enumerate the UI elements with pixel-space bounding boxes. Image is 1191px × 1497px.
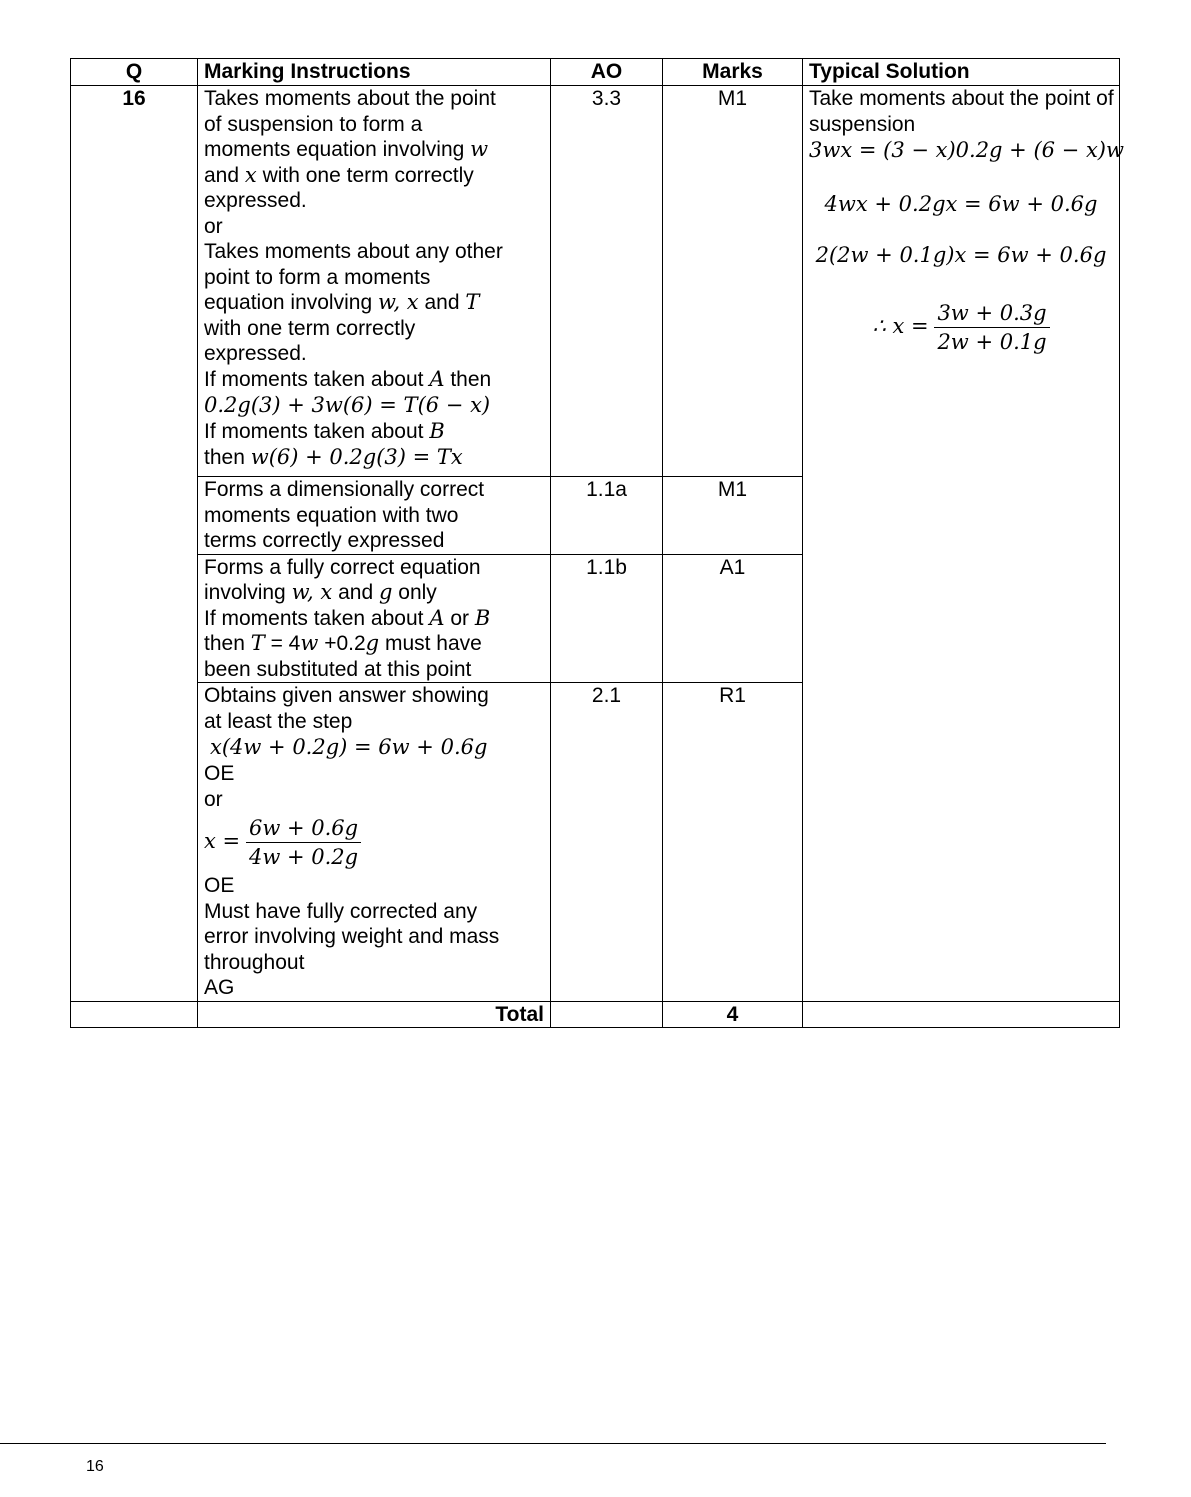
mark-scheme-table [70,58,1124,1028]
instruction-line: Takes moments about the point [204,87,496,110]
marks-cell-1: M1 [663,86,803,477]
question-number: 16 [71,86,198,1002]
marks-cell-3: A1 [663,554,803,683]
solution-equation-2: 4wx + 0.2gx = 6w + 0.6g [824,192,1098,216]
instruction-line: If moments taken about A or B [204,605,491,630]
instruction-line: expressed. [204,189,307,212]
instruction-line: expressed. [204,342,307,365]
header-typical-solution: Typical Solution [803,59,1120,86]
instruction-line: equation involving w, x and T [204,290,480,314]
instruction-line: moments equation involving w [204,137,489,161]
instruction-line: or [204,787,223,811]
header-q: Q [71,59,198,86]
solution-intro: suspension [809,112,916,136]
ao-cell-1: 3.3 [551,86,663,477]
ao-cell-4: 2.1 [551,683,663,1002]
total-label: Total [198,1001,551,1028]
ao-cell-2: 1.1a [551,477,663,555]
instruction-cell-2 [198,477,551,555]
instruction-line: If moments taken about A then [204,366,492,391]
instruction-line: throughout [204,950,305,974]
instruction-line: of suspension to form a [204,112,423,136]
instruction-line: moments equation with two [204,503,459,527]
total-row [71,1001,1120,1028]
equation-moments-about-b: w(6) + 0.2g(3) = Tx [250,444,463,469]
instruction-line: then T = 4w +0.2g must have [204,631,482,655]
instruction-line: OE [204,762,235,785]
instruction-line: Forms a dimensionally correct [204,478,485,501]
header-row [71,59,1120,86]
instruction-cell-4 [198,683,551,1002]
header-ao: AO [551,59,663,86]
equation-moments-about-a: 0.2g(3) + 3w(6) = T(6 − x) [204,393,491,417]
instruction-line: point to form a moments [204,265,431,289]
instruction-line: Takes moments about any other [204,240,503,263]
solution-equation-3: 2(2w + 0.1g)x = 6w + 0.6g [815,243,1107,267]
typical-solution-cell [803,86,1124,1002]
instruction-line: been substituted at this point [204,657,472,681]
instruction-line: If moments taken about B [204,419,445,443]
solution-equation-1: 3wx = (3 − x)0.2g + (6 − x)w [809,138,1124,162]
marks-cell-4: R1 [663,683,803,1002]
instruction-cell-1 [198,86,551,477]
instruction-line: Must have fully corrected any [204,899,478,923]
header-marking-instructions: Marking Instructions [198,59,551,86]
header-marks: Marks [663,59,803,86]
total-value: 4 [663,1001,803,1028]
page-number: 16 [86,1458,104,1475]
instruction-line: at least the step [204,709,353,733]
instruction-line: then w(6) + 0.2g(3) = Tx [204,444,463,469]
footer-rule [0,1443,1106,1444]
instruction-line: and x with one term correctly [204,162,474,187]
instruction-line: terms correctly expressed [204,529,445,552]
equation-given-answer: x = $\frac{6w + 0.6g}{4w + 0.2g}$ [204,814,544,871]
instruction-line: Forms a fully correct equation [204,555,481,579]
equation-given-step: x(4w + 0.2g) = 6w + 0.6g [210,735,488,759]
instruction-line: or [204,214,223,238]
mark-row-1 [71,86,1120,477]
instruction-cell-3 [198,554,551,683]
instruction-line: with one term correctly [204,316,416,340]
instruction-line: error involving weight and mass [204,925,500,948]
instruction-line: OE [204,874,235,897]
marks-cell-2: M1 [663,477,803,555]
solution-equation-4: ∴ x = $\frac{3w + 0.3g}{2w + 0.1g}$ [809,299,1113,356]
solution-intro: Take moments about the point of [809,87,1114,110]
instruction-line: AG [204,976,235,999]
instruction-line: involving w, x and g only [204,580,437,604]
ao-cell-3: 1.1b [551,554,663,683]
instruction-line: Obtains given answer showing [204,684,489,707]
solution-fraction: $\frac{3w + 0.3g}{2w + 0.1g}$ [934,299,1049,356]
